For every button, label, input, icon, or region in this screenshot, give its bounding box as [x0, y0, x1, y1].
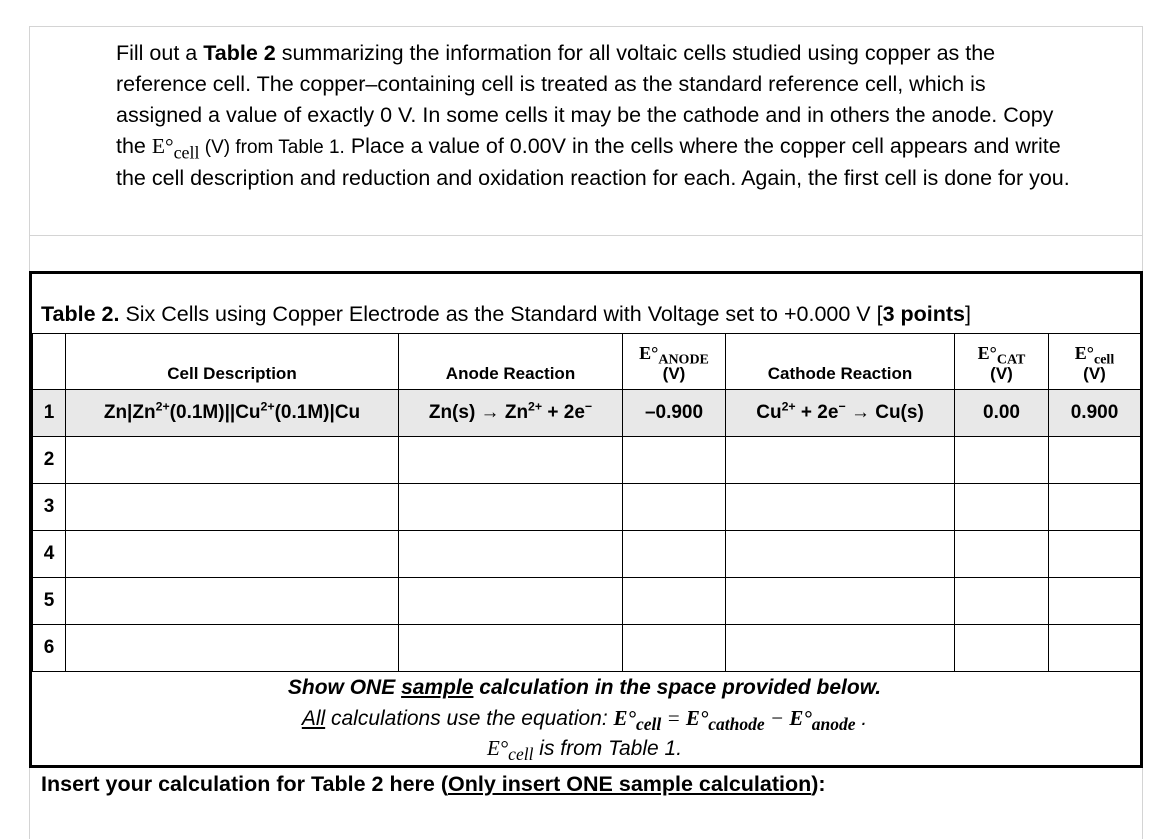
note-equation — [32, 706, 1137, 735]
page-rule-mid — [29, 235, 1143, 236]
e-sub: anode — [811, 714, 856, 735]
t: sample — [401, 676, 474, 699]
t: 2+ — [528, 399, 543, 414]
anode-reaction — [399, 390, 623, 437]
t: 2+ — [155, 399, 170, 414]
cell-description-input[interactable] — [66, 437, 399, 484]
t: − — [838, 399, 846, 414]
e-symbol: E° — [685, 706, 709, 730]
e-cat-input[interactable] — [955, 531, 1049, 578]
cathode-reaction-input[interactable] — [726, 625, 955, 672]
header-e-cat — [955, 334, 1049, 390]
cathode-reaction-input[interactable] — [726, 484, 955, 531]
cathode-reaction — [726, 390, 955, 437]
table-header-row — [33, 334, 1141, 390]
e-cell-input[interactable] — [1049, 578, 1141, 625]
table-row-example — [33, 390, 1141, 437]
caption-points: 3 points — [882, 302, 965, 326]
note-ecell-source — [32, 736, 1137, 765]
t: 2+ — [260, 399, 275, 414]
cathode-reaction-input[interactable] — [726, 531, 955, 578]
t: ): — [811, 772, 826, 796]
e-symbol: E° — [977, 343, 997, 363]
unit: (V) — [1083, 364, 1106, 383]
anode-reaction-input[interactable] — [399, 625, 623, 672]
row-num: 2 — [33, 437, 66, 484]
e-anode-input[interactable] — [623, 484, 726, 531]
anode-reaction-input[interactable] — [399, 578, 623, 625]
e-symbol: E° — [613, 706, 636, 730]
cell-description-input[interactable] — [66, 625, 399, 672]
cell-description — [66, 390, 399, 437]
instr-e-sub: cell — [173, 142, 200, 163]
instr-text: summarizing the information for all voltaic cells studied using copper as the reference cell. The copper–containing cell is treated as the standard reference cell, which is assigned a value of exactly 0 V. In some cells it may be the cathode and in others the anode. Copy the — [116, 41, 1054, 158]
e-cat-input[interactable] — [955, 437, 1049, 484]
cathode-reaction-input[interactable] — [726, 437, 955, 484]
anode-reaction-input[interactable] — [399, 531, 623, 578]
t: Insert your calculation for Table 2 here ( — [41, 772, 449, 796]
cell-description-input[interactable] — [66, 531, 399, 578]
row-num: 4 — [33, 531, 66, 578]
e-anode-input[interactable] — [623, 578, 726, 625]
t: = — [661, 706, 686, 730]
instr-text: Fill out a — [116, 41, 204, 65]
e-symbol: E° — [639, 343, 659, 363]
t: + 2e — [795, 402, 839, 423]
page-rule-top — [29, 26, 1143, 27]
t: calculation in the space provided below. — [473, 676, 882, 699]
t: Only insert ONE sample calculation — [448, 772, 812, 796]
instructions-paragraph — [116, 38, 1076, 194]
t: . — [855, 707, 868, 730]
note-sample-calc — [32, 676, 1137, 700]
e-cat-input[interactable] — [955, 578, 1049, 625]
header-e-anode — [623, 334, 726, 390]
t: − — [764, 706, 790, 730]
t: → Cu(s) — [850, 402, 924, 423]
table2-caption — [41, 302, 971, 327]
row-num: 3 — [33, 484, 66, 531]
page-rule-right-lower — [1142, 768, 1143, 839]
table-row — [33, 531, 1141, 578]
unit: (V) — [990, 364, 1013, 383]
header-cathode-reaction: Cathode Reaction — [726, 334, 955, 390]
t: Zn(s) → Zn — [428, 402, 529, 423]
e-sub: cathode — [708, 714, 765, 735]
anode-reaction-input[interactable] — [399, 437, 623, 484]
t: Cu — [756, 402, 782, 423]
e-cell-value: 0.900 — [1049, 390, 1141, 437]
e-cell-input[interactable] — [1049, 484, 1141, 531]
e-sub: cell — [508, 744, 534, 765]
e-symbol: E° — [789, 706, 812, 730]
header-cell-description: Cell Description — [66, 334, 399, 390]
t: All — [301, 707, 326, 730]
header-anode-reaction: Anode Reaction — [399, 334, 623, 390]
row-num: 1 — [33, 390, 66, 437]
caption-end: ] — [965, 302, 971, 326]
instr-e-symbol: E° — [151, 134, 174, 158]
page-rule-left — [29, 26, 30, 271]
e-anode-input[interactable] — [623, 437, 726, 484]
e-cell-input[interactable] — [1049, 531, 1141, 578]
e-sub: cell — [635, 714, 662, 735]
header-e-cell — [1049, 334, 1141, 390]
caption-bold: Table 2. — [41, 302, 120, 326]
t: Show ONE — [287, 676, 402, 699]
table2 — [32, 333, 1141, 672]
instr-table2-bold: Table 2 — [203, 41, 276, 65]
row-num: 6 — [33, 625, 66, 672]
cell-description-input[interactable] — [66, 578, 399, 625]
cathode-reaction-input[interactable] — [726, 578, 955, 625]
caption-text: Six Cells using Copper Electrode as the Standard with Voltage set to +0.000 V [ — [119, 302, 883, 326]
unit: (V) — [662, 364, 686, 383]
t: − — [584, 399, 593, 414]
instr-text: Place a value of 0.00V in the cells where the copper cell appears and write the cell description and reduction and oxidation reaction for each. Again, the first cell is done for you. — [116, 134, 1070, 190]
e-cat-input[interactable] — [955, 625, 1049, 672]
e-symbol: E° — [486, 736, 509, 760]
e-anode-value: –0.900 — [623, 390, 726, 437]
e-sub: CAT — [996, 352, 1026, 368]
t: + 2e — [542, 402, 585, 423]
e-cell-input[interactable] — [1049, 437, 1141, 484]
e-anode-input[interactable] — [623, 531, 726, 578]
e-sub: cell — [1094, 352, 1115, 368]
e-sub: ANODE — [658, 352, 709, 368]
table-row — [33, 625, 1141, 672]
insert-calculation-prompt — [41, 772, 826, 797]
t: Zn|Zn — [103, 402, 156, 423]
e-anode-input[interactable] — [623, 625, 726, 672]
e-cat-value: 0.00 — [955, 390, 1049, 437]
table-row — [33, 484, 1141, 531]
t: 2+ — [781, 399, 796, 414]
page-rule-left-lower — [29, 768, 30, 839]
anode-reaction-input[interactable] — [399, 484, 623, 531]
t: (0.1M)|Cu — [274, 402, 361, 423]
t: calculations use the equation: — [325, 707, 614, 730]
e-cell-input[interactable] — [1049, 625, 1141, 672]
table-row — [33, 437, 1141, 484]
t: is from Table 1. — [533, 737, 683, 760]
table-row — [33, 578, 1141, 625]
t: (0.1M)||Cu — [169, 402, 261, 423]
instr-text: (V) from Table 1. — [199, 137, 345, 158]
row-num: 5 — [33, 578, 66, 625]
e-symbol: E° — [1074, 343, 1094, 363]
e-cat-input[interactable] — [955, 484, 1049, 531]
page-rule-right — [1142, 26, 1143, 271]
cell-description-input[interactable] — [66, 484, 399, 531]
header-num — [33, 334, 66, 390]
